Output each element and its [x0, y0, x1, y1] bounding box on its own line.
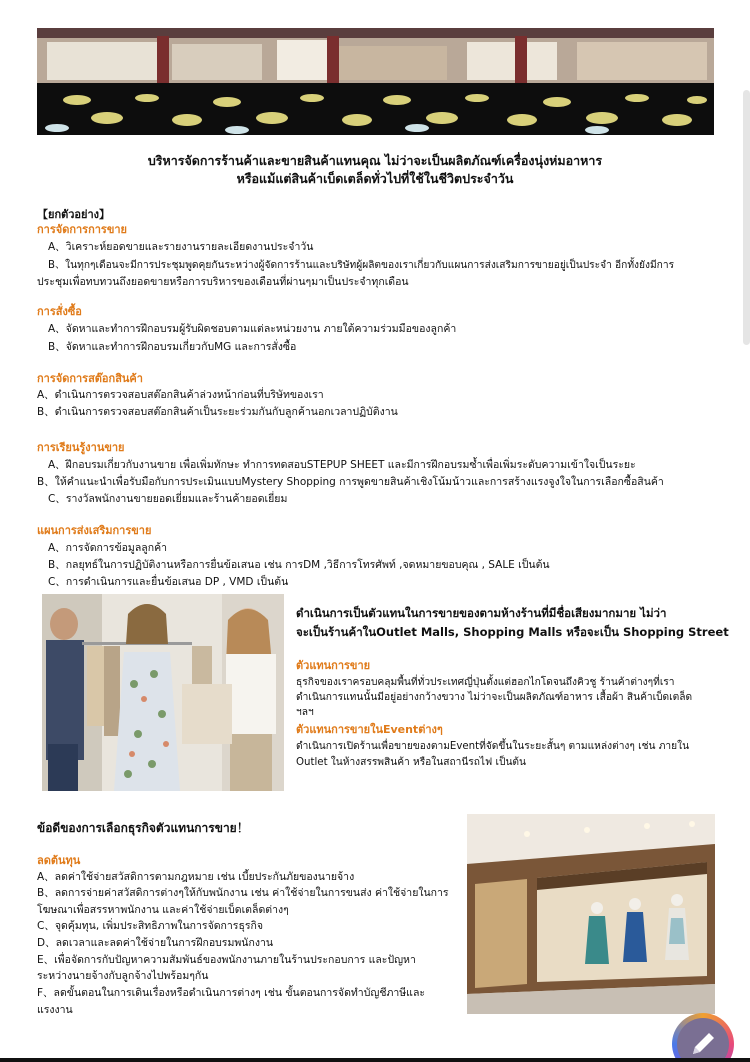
- advantage-line-f-cont: แรงงาน: [37, 1004, 73, 1016]
- learning-item-b: B、ให้คำแนะนำเพื่อรับมือกับการประเมินแบบMystery Shopping การพูดขายสินค้าเชิงโน้มน้าวและการสร้างแรงจูงใจในการเลือกซื้อสินค้า: [37, 476, 664, 488]
- sales-agent-line2: ดำเนินการแทนนั้นมีอยู่อย่างกว้างขวาง ไม่ว่าจะเป็นผลิตภัณฑ์อาหาร เสื้อผ้า สินค้าเบ็ดเตล็ด: [296, 692, 693, 703]
- sales-agent-title: ตัวแทนการขาย: [296, 659, 371, 672]
- sales-mgmt-item-b: B、ในทุกๆเดือนจะมีการประชุมพูดคุยกันระหว่างผู้จัดการร้านและบริษัทผู้ผลิตของเราเกี่ยวกับแผนการส่งเสริมการขายอยู่เป็นประจำ อีกทั้งยังมีการ: [48, 260, 675, 271]
- sales-agent-line3: ฯลฯ: [296, 707, 314, 718]
- stock-item-a: A、ดำเนินการตรวจสอบสต๊อกสินค้าล่วงหน้าก่อนที่บริษัทของเรา: [37, 389, 324, 401]
- promotion-item-a: A、การจัดการข้อมูลลูกค้า: [48, 542, 167, 554]
- advantage-line-e-cont: ระหว่างนายจ้างกับลูกจ้างไปพร้อมๆกัน: [37, 970, 209, 982]
- mall-interior-photo: [37, 28, 714, 135]
- ordering-item-b: B、จัดหาและทำการฝึกอบรมเกี่ยวกับMG และการสั่งซื้อ: [48, 341, 297, 353]
- headline-line1: บริหารจัดการร้านค้าและขายสินค้าแทนคุณ ไม่ว่าจะเป็นผลิตภัณฑ์เครื่องนุ่งห่มอาหาร: [147, 153, 603, 168]
- stock-item-b: B、ดำเนินการตรวจสอบสต๊อกสินค้าเป็นระยะร่วมกันกับลูกค้านอกเวลาปฏิบัติงาน: [37, 406, 398, 418]
- headline-line2: หรือแม้แต่สินค้าเบ็ดเตล็ดทั่วไปที่ใช้ในชีวิตประจำวัน: [236, 171, 514, 186]
- event-agent-line1: ดำเนินการเปิดร้านเพื่อขายของตามEventที่จัดขึ้นในระยะสั้นๆ ตามแหล่งต่างๆ เช่น ภายใน: [296, 741, 690, 752]
- edit-button[interactable]: [672, 1013, 734, 1062]
- section-title-stock: การจัดการสต๊อกสินค้า: [37, 372, 143, 385]
- sales-mgmt-item-a: A、วิเคราะห์ยอดขายและรายงานรายละเอียดงานประจำวัน: [48, 241, 314, 253]
- section-title-learning: การเรียนรู้งานขาย: [37, 441, 125, 454]
- promotion-item-b: B、กลยุทธ์ในการปฏิบัติงานหรือการยื่นข้อเสนอ เช่น การDM ,วิธีการโทรศัพท์ ,จดหมายขอบคุณ , SALE เป็นต้น: [48, 559, 550, 571]
- fashion-shopping-photo: [42, 594, 284, 791]
- sales-mgmt-item-b-cont: ประชุมเพื่อทบทวนถึงยอดขายหรือการบริหารของเดือนที่ผ่านๆมาเป็นประจำทุกเดือน: [37, 276, 409, 288]
- advantage-line-b-cont: โฆษณาเพื่อสรรหาพนักงาน และค่าใช้จ่ายเบ็ดเตล็ดต่างๆ: [37, 904, 289, 916]
- event-agent-title: ตัวแทนการขายในEventต่างๆ: [296, 723, 443, 736]
- cost-reduction-title: ลดต้นทุน: [37, 854, 81, 867]
- advantage-line-a: A、ลดค่าใช้จ่ายสวัสดิการตามกฎหมาย เช่น เบี้ยประกันภัยของนายจ้าง: [37, 871, 355, 883]
- learning-item-a: A、ฝึกอบรมเกี่ยวกับงานขาย เพื่อเพิ่มทักษะ ทำการทดสอบSTEPUP SHEET และมีการฝึกอบรมซ้ำเพื่อเพิ่มระดับความเข้าใจเป็นระยะ: [48, 459, 636, 471]
- advantage-line-d: D、ลดเวลาและลดค่าใช้จ่ายในการฝึกอบรมพนักงาน: [37, 937, 274, 949]
- advantages-title: ข้อดีของการเลือกธุรกิจตัวแทนการขาย！: [37, 821, 249, 835]
- section-title-promotion: แผนการส่งเสริมการขาย: [37, 524, 152, 537]
- advantage-line-e: E、เพื่อจัดการกับปัญหาความสัมพันธ์ของพนักงานภายในร้านประกอบการ และปัญหา: [37, 954, 416, 966]
- ordering-item-a: A、จัดหาและทำการฝึกอบรมผู้รับผิดชอบตามแต่ละหน่วยงาน ภายใต้ความร่วมมือของลูกค้า: [48, 323, 457, 335]
- event-agent-line2: Outlet ในห้างสรรพสินค้า หรือในสถานีรถไฟ เป็นต้น: [296, 757, 527, 768]
- pencil-icon: [677, 1018, 729, 1062]
- advantage-line-f: F、ลดขั้นตอนในการเดินเรื่องหรือดำเนินการต่างๆ เช่น ขั้นตอนการจัดทำบัญชีภาษีและ: [37, 987, 426, 999]
- example-label: 【ยกตัวอย่าง】: [37, 208, 111, 221]
- agent-title-line2: จะเป็นร้านค้าในOutlet Malls, Shopping Malls หรือจะเป็น Shopping Street: [296, 625, 729, 639]
- store-front-photo: [467, 814, 715, 1014]
- agent-title-line1: ดำเนินการเป็นตัวแทนในการขายของตามห้างร้านที่มีชื่อเสียงมากมาย ไม่ว่า: [296, 606, 667, 620]
- learning-item-c: C、รางวัลพนักงานขายยอดเยี่ยมและร้านค้ายอดเยี่ยม: [48, 493, 288, 505]
- scrollbar-thumb[interactable]: [743, 90, 750, 345]
- section-title-ordering: การสั่งซื้อ: [37, 305, 82, 318]
- sales-agent-line1: ธุรกิจของเราครอบคลุมพื้นที่ทั่วประเทศญี่ปุ่นตั้งแต่ฮอกไกโดจนถึงคิวชู ร้านค้าต่างๆที่เรา: [296, 677, 675, 688]
- bottom-divider: [0, 1058, 750, 1062]
- promotion-item-c: C、การดำเนินการและยื่นข้อเสนอ DP , VMD เป็นต้น: [48, 576, 289, 588]
- edit-button-inner: [677, 1018, 729, 1062]
- advantage-line-c: C、จุดคุ้มทุน, เพิ่มประสิทธิภาพในการจัดการธุรกิจ: [37, 920, 263, 932]
- section-title-sales-mgmt: การจัดการการขาย: [37, 223, 127, 236]
- advantage-line-b: B、ลดการจ่ายค่าสวัสดิการต่างๆให้กับพนักงาน เช่น ค่าใช้จ่ายในการขนส่ง ค่าใช้จ่ายในการ: [37, 887, 449, 899]
